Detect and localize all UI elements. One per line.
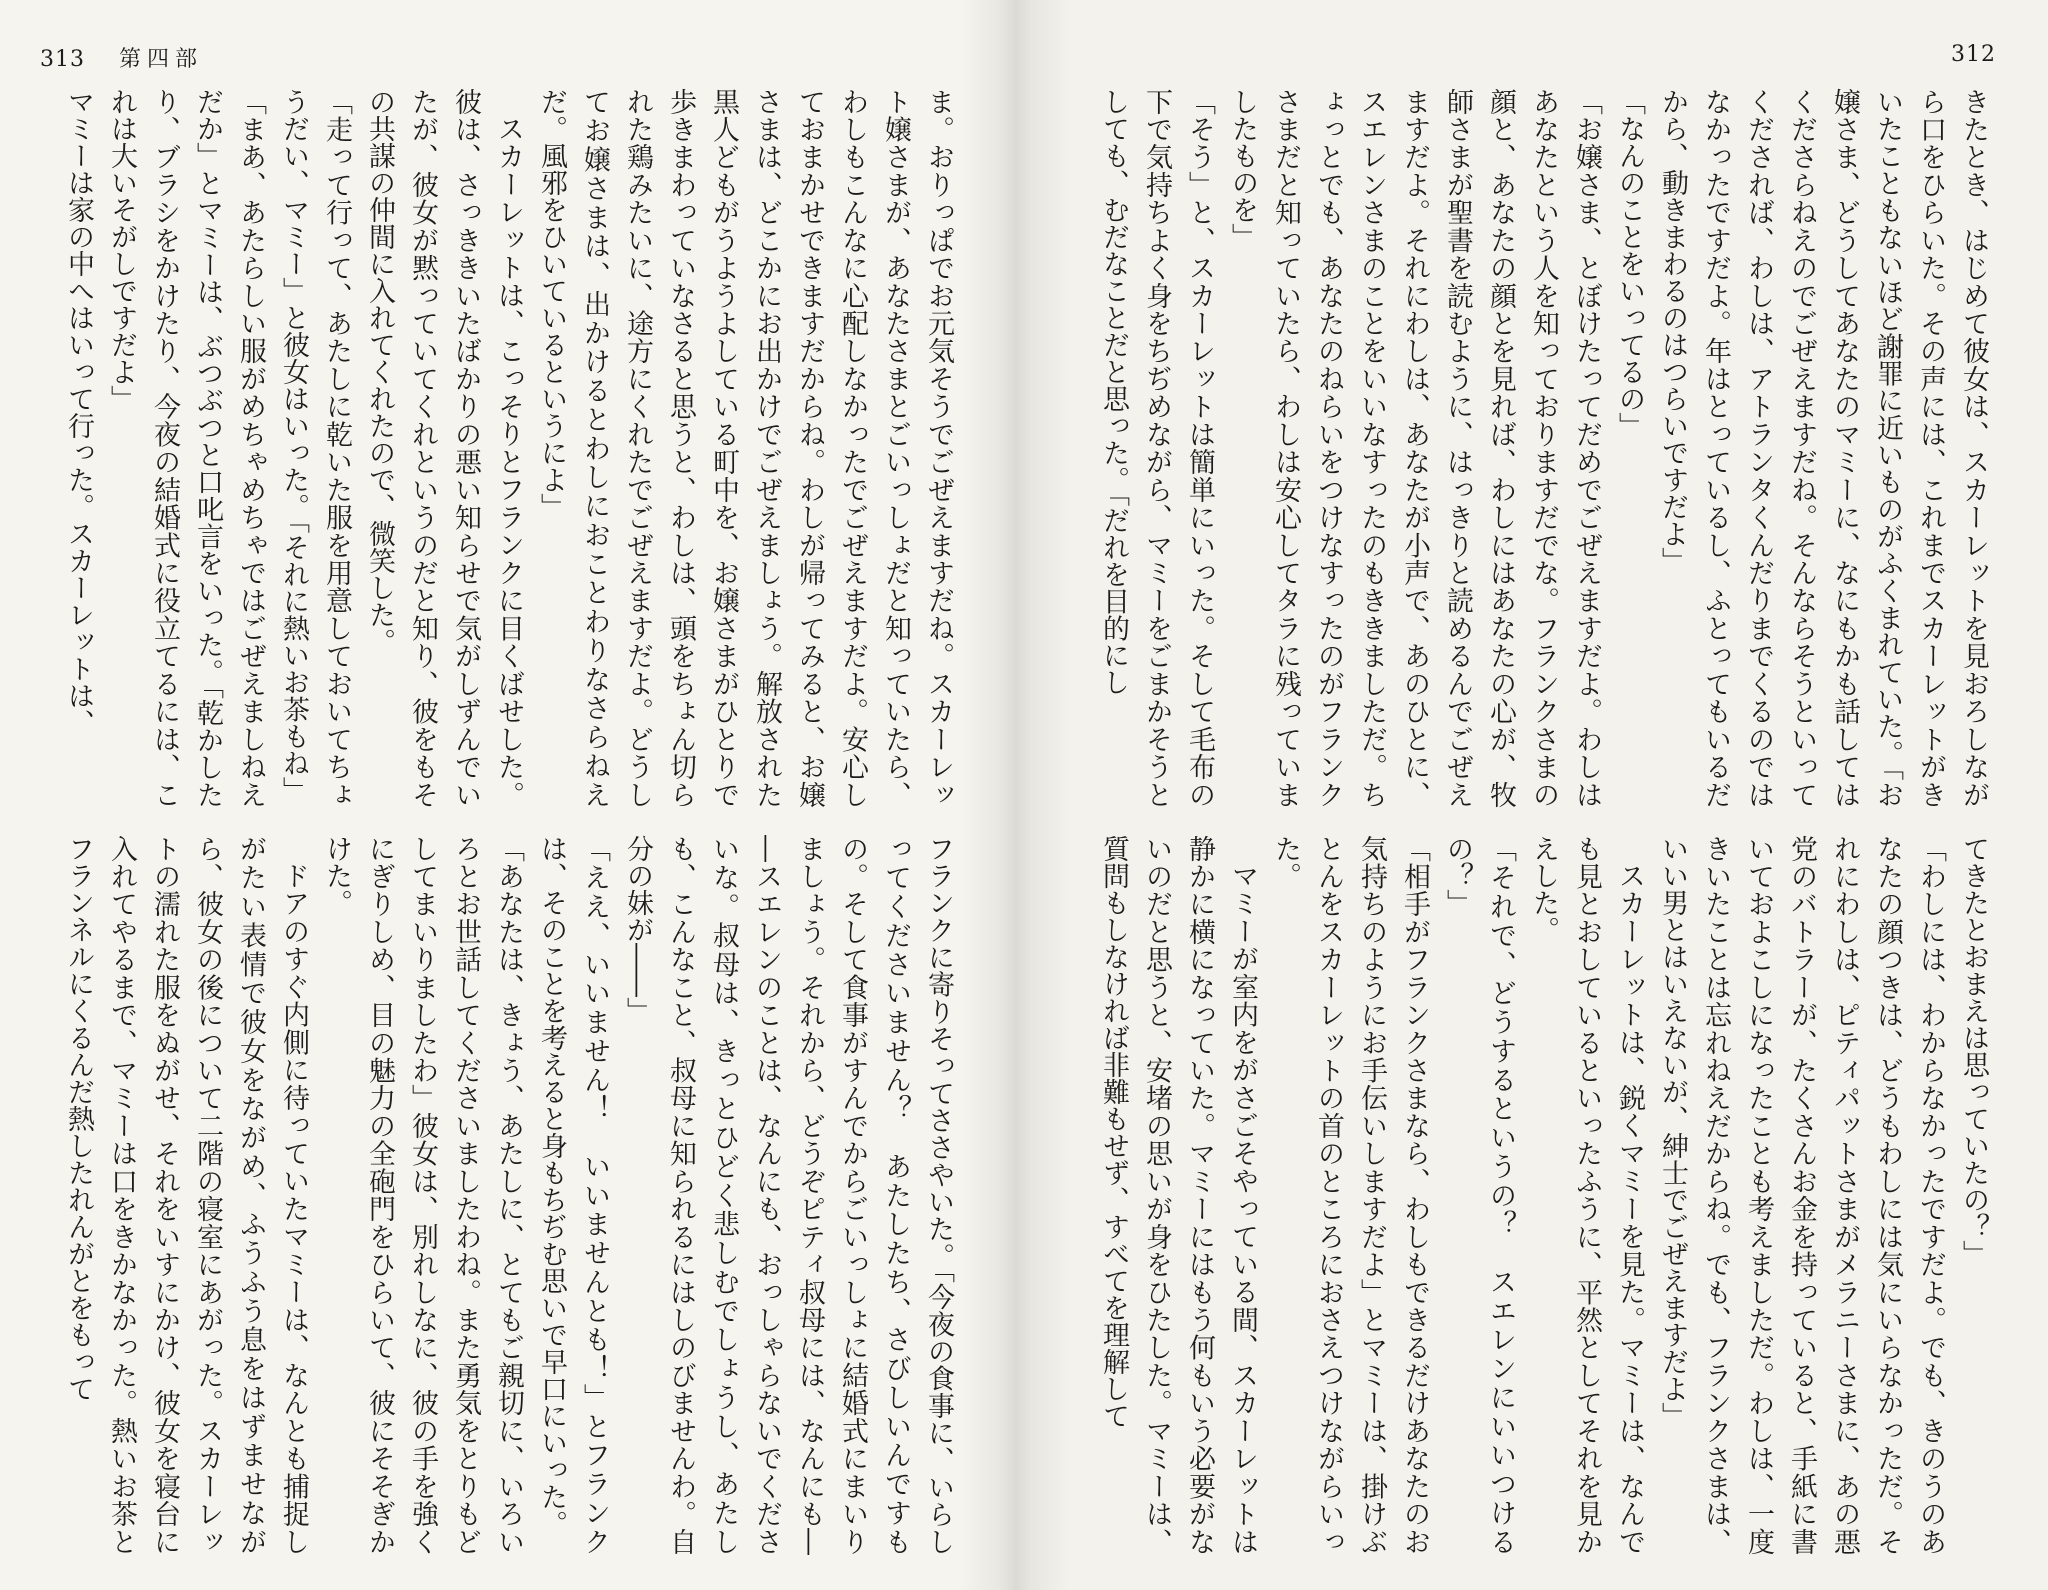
left-page [0, 0, 1014, 1590]
paragraph: ドアのすぐ内側に待っていたマミーは、なんとも捕捉しがたい表情で彼女をながめ、ふうふう息をはずませながら、彼女の後について二階の寝室にあがった。スカーレットの濡れた服をぬがせ、それをいすにかけ、彼女を寝台に入れてやるまで、マミーは口をきかなかった。熱いお茶とフランネルにくるんだ熱したれんがとをもって [63, 835, 309, 1555]
paragraph: 「走って行って、あたしに乾いた服を用意しておいてちょうだい、マミー」と彼女はいった。「それに熱いお茶もね」 [278, 88, 352, 808]
right-page-number: 312 [1951, 42, 1996, 67]
chapter-title: 第四部 [119, 47, 204, 72]
left-page-header [40, 42, 203, 73]
paragraph: スカーレットは、鋭くマミーを見た。マミーは、なんでも見とおしているといったふうに、平然としてそれを見かえした。 [1528, 835, 1645, 1555]
paragraph: 「それで、どうするというの？ スエレンにいいつけるの？」 [1442, 835, 1516, 1555]
paragraph: 「なんのことをいってるの」 [1614, 88, 1645, 439]
paragraph: マミーが室内をがさごそやっている間、スカーレットは静かに横になっていた。マミーにはもう何もいう必要がないのだと思うと、安堵の思いが身をひたした。マミーは、質問もしなければ非難もせず、すべてを理解して [1098, 835, 1258, 1555]
paragraph: 「まあ、あたらしい服がめちゃめちゃではごぜえましねえだか」とマミーは、ぶつぶつと口叱言をいった。「乾かしたり、ブラシをかけたり、今夜の結婚式に役立てるには、これは大いそがしですだよ」 [106, 88, 266, 808]
paragraph: 「お嬢さま、とぼけたってだめでごぜえますだよ。わしはあなたという人を知っておりますだでな。フランクさまの顔と、あなたの顔とを見れば、わしにはあなたの心が、牧師さまが聖書を読むように、はっきりと読めるんでごぜえますだよ。それにわしは、あなたが小声で、あのひとに、スエレンさまのことをいいなすったのもききましただ。ちょっとでも、あなたのねらいをつけなすったのがフランクさまだと知っていたら、わしは安心してタラに残っていましたものを」 [1227, 88, 1602, 808]
paragraph: 「ええ、いいません！ いいませんとも！」とフランクは、そのことを考えると身もちぢむ思いで早口にいった。 [536, 835, 610, 1555]
left-bottom-text-block [40, 835, 960, 1555]
paragraph: スカーレットは、こっそりとフランクに目くばせした。彼は、さっききいたばかりの悪い知らせで気がしずんでいたが、彼女が黙っていてくれというのだと知り、彼をもその共謀の仲間に入れてくれたので、微笑した。 [364, 88, 524, 808]
left-top-text-block [40, 88, 960, 808]
paragraph: 「そう」と、スカーレットは簡単にいった。そして毛布の下で気持ちよく身をちぢめながら、マミーをごまかそうとしても、むだなことだと思った。「だれを目的にし [1098, 88, 1215, 808]
right-page-header [1951, 42, 1996, 67]
paragraph: 「あなたは、きょう、あたしに、とてもご親切に、いろいろとお世話してくださいましたわね。また勇気をとりもどしてまいりましたわ」彼女は、別れしなに、彼の手を強くにぎりしめ、目の魅力の全砲門をひらいて、彼にそそぎかけた。 [321, 835, 524, 1555]
paragraph: きたとき、はじめて彼女は、スカーレットを見おろしながら口をひらいた。その声には、これまでスカーレットがきいたこともないほど謝罪に近いものがふくまれていた。「お嬢さま、どうしてあなたのマミーに、なにもかも話してはくださらねえのでごぜえますだね。そんならそうといってくだされば、わしは、アトランタくんだりまでくるのではなかったですだよ。年はとっているし、ふとってもいるだから、動きまわるのはつらいですだよ」 [1657, 88, 1989, 808]
right-bottom-text-block [1095, 835, 1995, 1555]
paragraph: マミーは家の中へはいって行った。スカーレットは、 [63, 88, 94, 736]
paragraph: 「相手がフランクさまなら、わしもできるだけあなたのお気持ちのようにお手伝いしますだよ」とマミーは、掛けぶとんをスカーレットの首のところにおさえつけながらいった。 [1270, 835, 1430, 1555]
paragraph: フランクに寄りそってささやいた。「今夜の食事に、いらしってくださいません？ あたしたち、さびしいんですもの。そして食事がすんでからごいっしょに結婚式にまいりましょう。それから、どうぞピティ叔母には、なんにも――スエレンのことは、なんにも、おっしゃらないでくださいな。叔母は、きっとひどく悲しむでしょうし、あたしも、こんなこと、叔母に知られるにはしのびませんわ。自分の妹が――」 [622, 835, 954, 1555]
paragraph: てきたとおまえは思っていたの？」 [1958, 835, 1989, 1267]
paragraph: ま。おりっぱでお元気そうでごぜえますだね。スカーレット嬢さまが、あなたさまとごいっしょだと知っていたら、わしもこんなに心配しなかったでごぜえますだよ。安心しておまかせできますだからね。わしが帰ってみると、お嬢さまは、どこかにお出かけでごぜえましょう。解放された黒人どもがうようよしている町中を、お嬢さまがひとりで歩きまわっていなさると思うと、わしは、頭をちょん切られた鶏みたいに、途方にくれたでごぜえますだよ。どうしてお嬢さまは、出かけるとわしにおことわりなさらねえだ。風邪をひいているというによ」 [536, 88, 954, 808]
paragraph: 「わしには、わからなかったですだよ。でも、きのうのあなたの顔つきは、どうもわしには気にいらなかっただ。それにわしは、ピティパットさまがメラニーさまに、あの悪党のバトラーが、たくさんお金を持っていると、手紙に書いておよこしになったことも考えましただ。わしは、一度きいたことは忘れねえだからね。でも、フランクさまは、いい男とはいえないが、紳士でごぜえますだよ」 [1657, 835, 1946, 1555]
left-page-number: 313 [40, 47, 85, 72]
right-top-text-block [1095, 88, 1995, 808]
